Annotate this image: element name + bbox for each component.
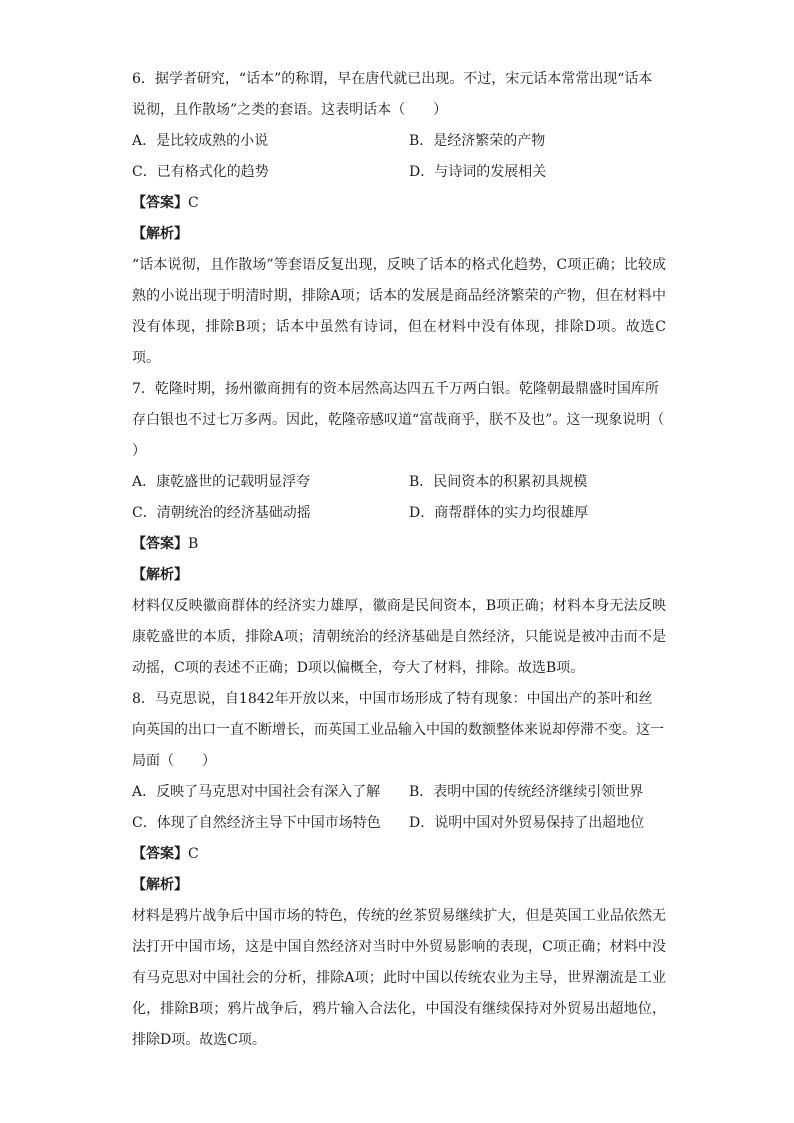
question-stem: 6．据学者研究，“话本”的称谓，早在唐代就已出现。不过，宋元话本常常出现“话本说彻，且作散场”之类的套语。这表明话本（ ） [132, 71, 653, 118]
option-d: D．与诗词的发展相关 [409, 164, 547, 180]
answer-value: B [188, 536, 199, 552]
option-c: C．已有格式化的趋势 [132, 164, 269, 180]
options-grid [132, 126, 666, 188]
option-a: A．反映了马克思对中国社会有深入了解 [132, 784, 381, 800]
analysis-label: 【解析】 [132, 877, 188, 893]
analysis-label: 【解析】 [132, 226, 188, 242]
document-page [132, 64, 693, 1056]
question-8 [132, 684, 666, 1056]
analysis-text: “话本说彻，且作散场”等套语反复出现，反映了话本的格式化趋势，C项正确；比较成熟的小说出现于明清时期，排除A项；话本的发展是商品经济繁荣的产物，但在材料中没有体现，排除B项；话本中虽然有诗词，但在材料中没有体现，排除D项。故选C项。 [132, 257, 666, 366]
question-stem: 8．马克思说，自1842年开放以来，中国市场形成了特有现象：中国出产的茶叶和丝向英国的出口一直不断增长，而英国工业品输入中国的数额整体来说却停滞不变。这一局面（ ） [132, 691, 664, 769]
options-grid [132, 467, 666, 529]
option-c: C．体现了自然经济主导下中国市场特色 [132, 815, 381, 831]
option-d: D．说明中国对外贸易保持了出超地位 [409, 815, 645, 831]
question-stem: 7．乾隆时期，扬州徽商拥有的资本居然高达四五千万两白银。乾隆朝最鼎盛时国库所存白银也不过七万多两。因此，乾隆帝感叹道“富哉商乎，朕不及也”。这一现象说明（ ） [132, 381, 693, 459]
answer-label: 【答案】 [132, 195, 188, 211]
option-a: A．是比较成熟的小说 [132, 133, 269, 149]
answer-value: C [188, 846, 199, 862]
analysis-text: 材料是鸦片战争后中国市场的特色，传统的丝茶贸易继续扩大，但是英国工业品依然无法打开中国市场，这是中国自然经济对当时中外贸易影响的表现，C项正确；材料中没有马克思对中国社会的分析，排除A项；此时中国以传统农业为主导，世界潮流是工业化，排除B项；鸦片战争后，鸦片输入合法化，中国没有继续保持对外贸易出超地位，排除D项。故选C项。 [132, 908, 666, 1048]
answer-line [132, 839, 666, 870]
option-b: B．民间资本的积累初具规模 [409, 474, 588, 490]
question-7 [132, 374, 693, 684]
analysis-text: 材料仅反映徽商群体的经济实力雄厚，徽商是民间资本，B项正确；材料本身无法反映康乾盛世的本质，排除A项；清朝统治的经济基础是自然经济，只能说是被冲击而不是动摇，C项的表述不正确；D项以偏概全，夸大了材料，排除。故选B项。 [132, 598, 666, 676]
options-grid [132, 777, 666, 839]
question-6 [132, 64, 666, 374]
option-b: B．表明中国的传统经济继续引领世界 [409, 784, 644, 800]
option-c: C．清朝统治的经济基础动摇 [132, 505, 311, 521]
option-a: A．康乾盛世的记载明显浮夸 [132, 474, 311, 490]
answer-line [132, 188, 666, 219]
option-d: D．商帮群体的实力均很雄厚 [409, 505, 589, 521]
answer-label: 【答案】 [132, 846, 188, 862]
answer-line [132, 529, 666, 560]
option-b: B．是经济繁荣的产物 [409, 133, 546, 149]
answer-label: 【答案】 [132, 536, 188, 552]
answer-value: C [188, 195, 199, 211]
analysis-label: 【解析】 [132, 567, 188, 583]
